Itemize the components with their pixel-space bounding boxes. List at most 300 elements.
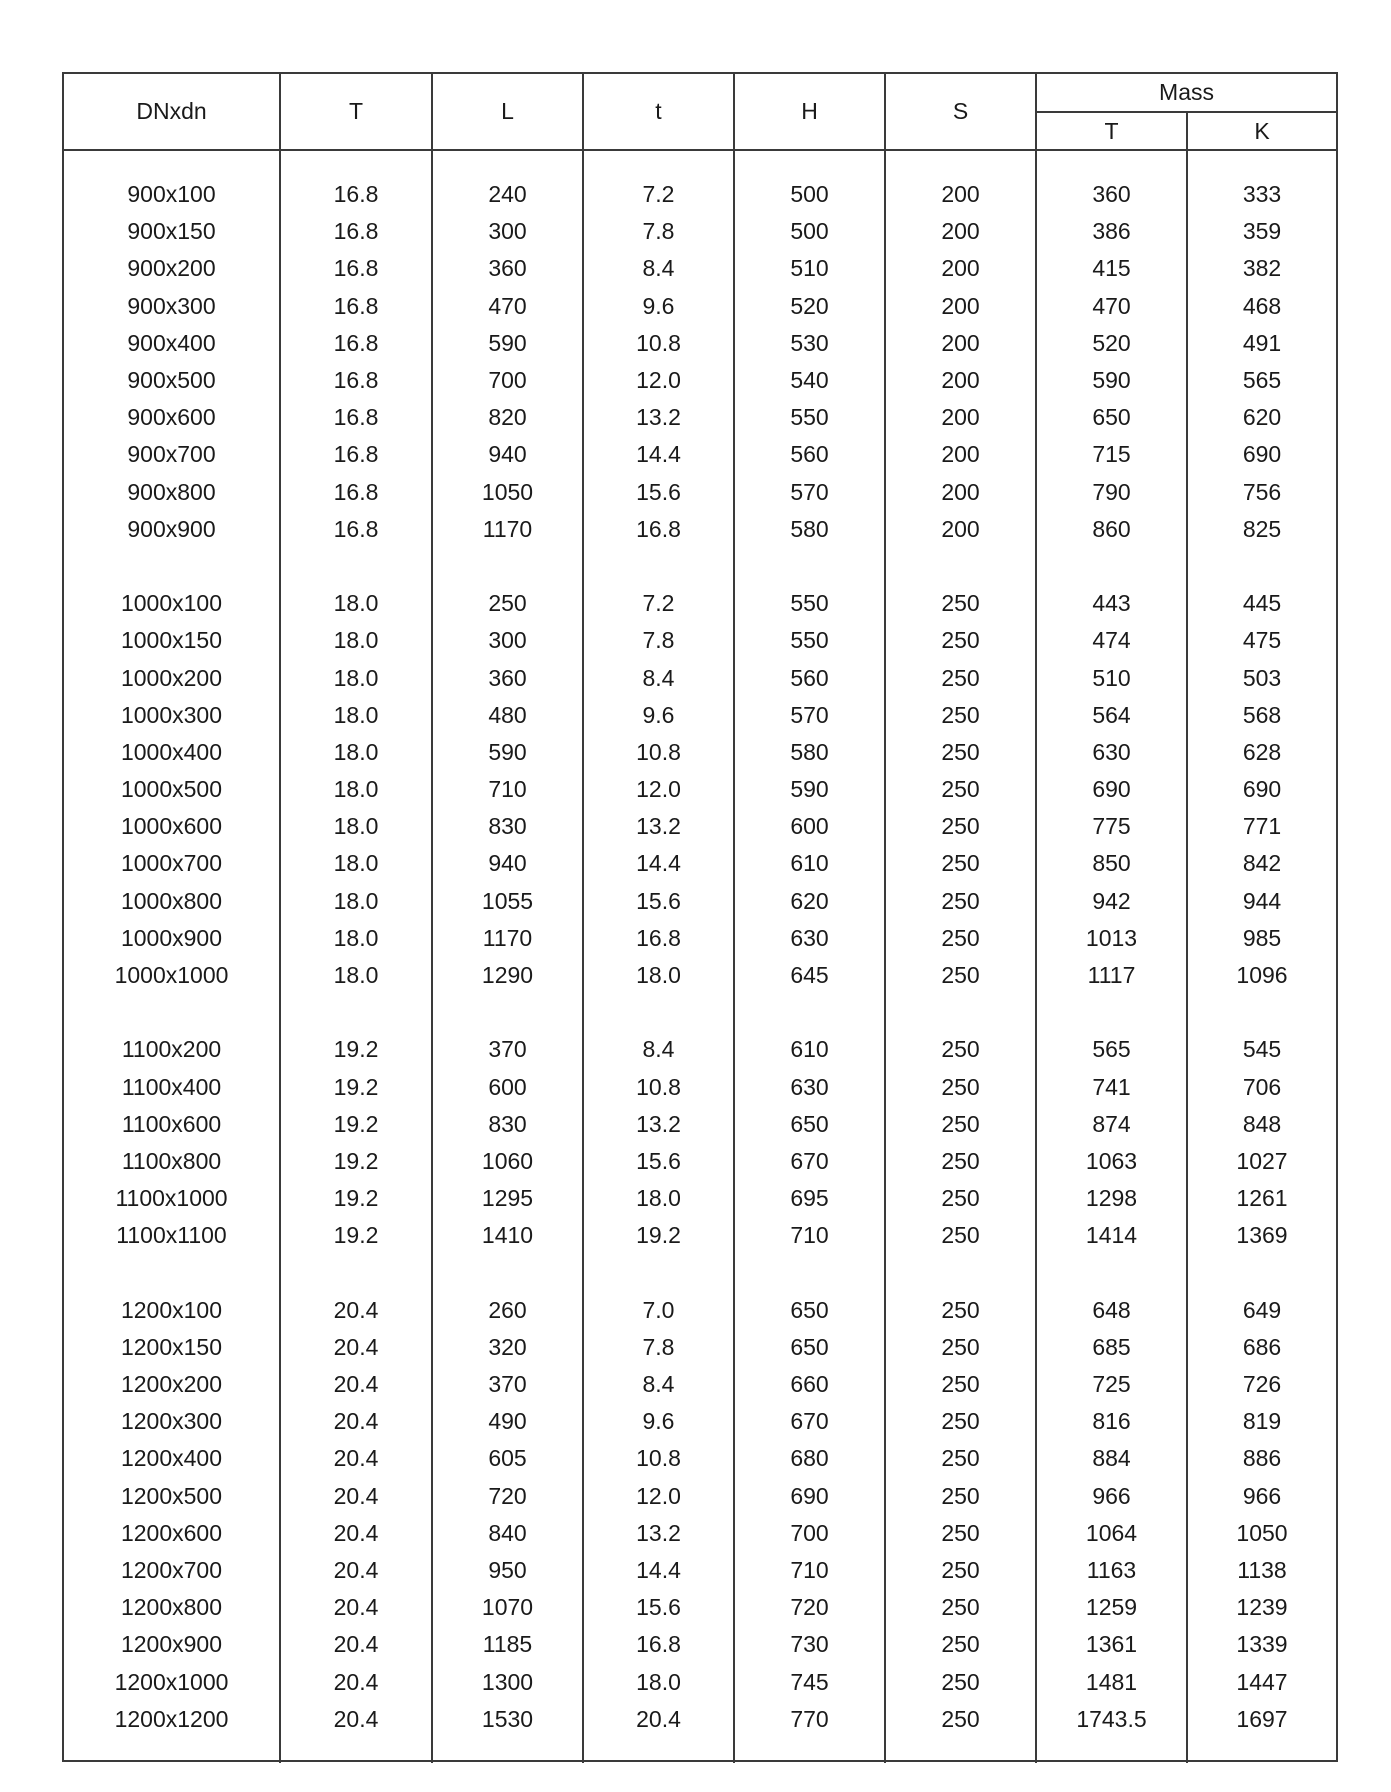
cell-t-small: 12.0: [583, 1478, 734, 1515]
cell-mass-k: 1261: [1187, 1180, 1336, 1217]
cell-h: 650: [734, 1106, 885, 1143]
cell-h: 550: [734, 399, 885, 436]
cell-t-small: 15.6: [583, 1143, 734, 1180]
cell-t-thickness: 18.0: [280, 771, 432, 808]
cell-mass-k: 359: [1187, 213, 1336, 250]
cell-s: 200: [885, 436, 1036, 473]
cell-t-small: 7.2: [583, 176, 734, 213]
cell-h: 540: [734, 362, 885, 399]
cell-t-small: 15.6: [583, 1589, 734, 1626]
group-spacer: [64, 994, 1336, 1031]
cell-l: 1300: [432, 1664, 583, 1701]
table-row: [64, 957, 1336, 994]
table-row: [64, 771, 1336, 808]
cell-mass-t: 565: [1036, 1031, 1187, 1068]
cell-mass-k: 690: [1187, 436, 1336, 473]
cell-mass-t: 1117: [1036, 957, 1187, 994]
cell-h: 670: [734, 1143, 885, 1180]
cell-h: 580: [734, 511, 885, 548]
cell-mass-t: 630: [1036, 734, 1187, 771]
cell-t-thickness: 16.8: [280, 250, 432, 287]
table-row: [64, 1664, 1336, 1701]
spacer-cell: [885, 1254, 1036, 1291]
cell-mass-t: 648: [1036, 1292, 1187, 1329]
cell-dnxdn: 1200x500: [120, 1482, 223, 1509]
table-row: [64, 585, 1336, 622]
spacer-cell: [432, 1254, 583, 1291]
cell-l: 1050: [432, 474, 583, 511]
cell-dnxdn: 1200x600: [120, 1519, 223, 1546]
cell-mass-k: 819: [1187, 1403, 1336, 1440]
cell-t-thickness: 18.0: [280, 659, 432, 696]
header-mass: Mass: [1036, 74, 1336, 112]
cell-s: 250: [885, 1589, 1036, 1626]
cell-t-thickness: 16.8: [280, 362, 432, 399]
cell-s: 250: [885, 697, 1036, 734]
table-row: [64, 1440, 1336, 1477]
cell-dnxdn: 1000x100: [120, 590, 223, 617]
spacer-cell: [1036, 994, 1187, 1031]
table-row: [64, 511, 1336, 548]
cell-t-small: 8.4: [583, 1031, 734, 1068]
cell-t-small: 14.4: [583, 436, 734, 473]
cell-h: 570: [734, 697, 885, 734]
cell-l: 480: [432, 697, 583, 734]
cell-mass-k: 1096: [1187, 957, 1336, 994]
table-row: [64, 622, 1336, 659]
cell-s: 250: [885, 1366, 1036, 1403]
spacer-cell: [583, 150, 734, 176]
spacer-cell: [1187, 150, 1336, 176]
spacer-cell: [734, 548, 885, 585]
cell-s: 250: [885, 1664, 1036, 1701]
group-spacer: [64, 548, 1336, 585]
table-row: [64, 883, 1336, 920]
cell-dnxdn: 1100x400: [121, 1073, 222, 1100]
cell-l: 940: [432, 845, 583, 882]
cell-t-small: 16.8: [583, 1626, 734, 1663]
header-h: H: [734, 74, 885, 150]
cell-t-thickness: 16.8: [280, 288, 432, 325]
spacer-cell: [583, 548, 734, 585]
cell-mass-k: 848: [1187, 1106, 1336, 1143]
cell-s: 200: [885, 250, 1036, 287]
cell-mass-t: 474: [1036, 622, 1187, 659]
cell-l: 940: [432, 436, 583, 473]
cell-h: 590: [734, 771, 885, 808]
cell-mass-t: 590: [1036, 362, 1187, 399]
cell-mass-t: 564: [1036, 697, 1187, 734]
cell-t-small: 12.0: [583, 771, 734, 808]
spacer-cell: [1187, 1738, 1336, 1763]
cell-dnxdn: 1100x1000: [115, 1185, 228, 1212]
table-row: [64, 1403, 1336, 1440]
cell-t-thickness: 19.2: [280, 1069, 432, 1106]
cell-s: 250: [885, 659, 1036, 696]
table-row: [64, 250, 1336, 287]
cell-mass-k: 333: [1187, 176, 1336, 213]
cell-s: 250: [885, 1440, 1036, 1477]
cell-mass-k: 475: [1187, 622, 1336, 659]
cell-dnxdn: 900x300: [127, 292, 216, 319]
cell-h: 620: [734, 883, 885, 920]
cell-h: 520: [734, 288, 885, 325]
cell-dnxdn: 1000x300: [120, 701, 223, 728]
cell-l: 1060: [432, 1143, 583, 1180]
cell-l: 720: [432, 1478, 583, 1515]
cell-h: 560: [734, 659, 885, 696]
table-row: [64, 1069, 1336, 1106]
cell-h: 600: [734, 808, 885, 845]
cell-s: 250: [885, 808, 1036, 845]
cell-s: 250: [885, 883, 1036, 920]
cell-t-small: 9.6: [583, 697, 734, 734]
cell-s: 250: [885, 734, 1036, 771]
cell-s: 250: [885, 622, 1036, 659]
table-row: [64, 325, 1336, 362]
cell-mass-t: 942: [1036, 883, 1187, 920]
cell-mass-t: 725: [1036, 1366, 1187, 1403]
cell-l: 840: [432, 1515, 583, 1552]
cell-dnxdn: 1000x700: [120, 850, 223, 877]
cell-s: 200: [885, 325, 1036, 362]
cell-t-thickness: 19.2: [280, 1143, 432, 1180]
cell-h: 560: [734, 436, 885, 473]
table-row: [64, 362, 1336, 399]
cell-t-thickness: 18.0: [280, 845, 432, 882]
table-row: [64, 1366, 1336, 1403]
cell-h: 660: [734, 1366, 885, 1403]
cell-s: 250: [885, 1478, 1036, 1515]
cell-l: 1410: [432, 1217, 583, 1254]
cell-h: 630: [734, 1069, 885, 1106]
spacer-cell: [280, 1254, 432, 1291]
table-row: [64, 436, 1336, 473]
cell-s: 250: [885, 1552, 1036, 1589]
cell-l: 950: [432, 1552, 583, 1589]
cell-mass-k: 1138: [1187, 1552, 1336, 1589]
cell-mass-k: 445: [1187, 585, 1336, 622]
cell-t-thickness: 20.4: [280, 1329, 432, 1366]
cell-s: 250: [885, 1180, 1036, 1217]
cell-t-small: 16.8: [583, 511, 734, 548]
cell-dnxdn: 900x150: [127, 218, 216, 245]
cell-dnxdn: 900x900: [127, 515, 216, 542]
cell-h: 695: [734, 1180, 885, 1217]
spacer-cell: [583, 1254, 734, 1291]
cell-t-small: 9.6: [583, 1403, 734, 1440]
cell-s: 200: [885, 288, 1036, 325]
cell-dnxdn: 900x400: [127, 329, 216, 356]
cell-dnxdn: 1100x1100: [116, 1222, 227, 1249]
spacer-cell: [64, 150, 280, 176]
cell-t-thickness: 18.0: [280, 808, 432, 845]
spacer-cell: [1187, 1254, 1336, 1291]
header-t-thickness: T: [280, 74, 432, 150]
table-row: [64, 659, 1336, 696]
spacer-cell: [64, 1254, 280, 1291]
cell-t-small: 8.4: [583, 250, 734, 287]
cell-s: 250: [885, 1106, 1036, 1143]
cell-t-thickness: 18.0: [280, 622, 432, 659]
cell-s: 250: [885, 1217, 1036, 1254]
cell-t-small: 7.8: [583, 622, 734, 659]
cell-mass-k: 966: [1187, 1478, 1336, 1515]
table-row: [64, 1589, 1336, 1626]
cell-l: 820: [432, 399, 583, 436]
cell-mass-k: 1050: [1187, 1515, 1336, 1552]
cell-s: 250: [885, 1292, 1036, 1329]
cell-t-thickness: 20.4: [280, 1664, 432, 1701]
cell-mass-k: 825: [1187, 511, 1336, 548]
cell-s: 250: [885, 1403, 1036, 1440]
spacer-cell: [885, 150, 1036, 176]
spacer-cell: [64, 1738, 280, 1763]
cell-dnxdn: 1000x1000: [114, 962, 229, 989]
spacer-cell: [734, 150, 885, 176]
spacer-cell: [734, 1738, 885, 1763]
cell-mass-t: 1414: [1036, 1217, 1187, 1254]
cell-l: 710: [432, 771, 583, 808]
cell-mass-k: 503: [1187, 659, 1336, 696]
cell-t-small: 13.2: [583, 1106, 734, 1143]
table-body: [64, 150, 1336, 1763]
cell-h: 670: [734, 1403, 885, 1440]
cell-t-small: 8.4: [583, 1366, 734, 1403]
cell-h: 570: [734, 474, 885, 511]
cell-s: 200: [885, 399, 1036, 436]
cell-t-small: 9.6: [583, 288, 734, 325]
spacer-cell: [885, 1738, 1036, 1763]
cell-l: 590: [432, 325, 583, 362]
cell-s: 250: [885, 1515, 1036, 1552]
table-row: [64, 399, 1336, 436]
cell-l: 590: [432, 734, 583, 771]
cell-mass-k: 985: [1187, 920, 1336, 957]
spacer-cell: [280, 1738, 432, 1763]
cell-l: 370: [432, 1031, 583, 1068]
cell-t-thickness: 19.2: [280, 1180, 432, 1217]
spacer-cell: [1036, 548, 1187, 585]
cell-l: 360: [432, 250, 583, 287]
cell-t-thickness: 18.0: [280, 585, 432, 622]
cell-t-thickness: 20.4: [280, 1515, 432, 1552]
cell-mass-t: 650: [1036, 399, 1187, 436]
cell-t-thickness: 19.2: [280, 1031, 432, 1068]
spacer-cell: [885, 548, 1036, 585]
spacer-cell: [885, 994, 1036, 1031]
cell-t-small: 8.4: [583, 659, 734, 696]
cell-mass-t: 850: [1036, 845, 1187, 882]
cell-s: 250: [885, 1069, 1036, 1106]
cell-h: 550: [734, 585, 885, 622]
spacer-cell: [432, 994, 583, 1031]
cell-dnxdn: 1200x1000: [114, 1668, 229, 1695]
cell-t-thickness: 16.8: [280, 213, 432, 250]
table-row: [64, 1552, 1336, 1589]
cell-h: 690: [734, 1478, 885, 1515]
cell-l: 490: [432, 1403, 583, 1440]
cell-mass-t: 1064: [1036, 1515, 1187, 1552]
cell-mass-k: 620: [1187, 399, 1336, 436]
cell-t-small: 7.8: [583, 213, 734, 250]
cell-dnxdn: 900x600: [127, 404, 216, 431]
spacer-cell: [280, 150, 432, 176]
cell-h: 500: [734, 176, 885, 213]
cell-mass-t: 1298: [1036, 1180, 1187, 1217]
table-row: [64, 1478, 1336, 1515]
cell-mass-t: 520: [1036, 325, 1187, 362]
spacer-cell: [64, 548, 280, 585]
cell-s: 200: [885, 474, 1036, 511]
cell-mass-t: 816: [1036, 1403, 1187, 1440]
cell-s: 250: [885, 1626, 1036, 1663]
cell-mass-t: 790: [1036, 474, 1187, 511]
cell-mass-k: 706: [1187, 1069, 1336, 1106]
cell-l: 1295: [432, 1180, 583, 1217]
cell-mass-k: 1027: [1187, 1143, 1336, 1180]
cell-t-thickness: 18.0: [280, 697, 432, 734]
cell-t-thickness: 16.8: [280, 436, 432, 473]
cell-t-small: 13.2: [583, 808, 734, 845]
table-row: [64, 1031, 1336, 1068]
cell-mass-k: 468: [1187, 288, 1336, 325]
cell-mass-k: 771: [1187, 808, 1336, 845]
table-row: [64, 1701, 1336, 1738]
cell-mass-k: 1697: [1187, 1701, 1336, 1738]
table-row: [64, 734, 1336, 771]
group-spacer: [64, 150, 1336, 176]
cell-l: 830: [432, 808, 583, 845]
cell-h: 610: [734, 845, 885, 882]
cell-dnxdn: 1200x400: [120, 1445, 223, 1472]
cell-t-small: 13.2: [583, 1515, 734, 1552]
cell-t-small: 15.6: [583, 474, 734, 511]
cell-t-thickness: 20.4: [280, 1403, 432, 1440]
table-row: [64, 920, 1336, 957]
cell-s: 250: [885, 585, 1036, 622]
cell-t-small: 10.8: [583, 1069, 734, 1106]
cell-mass-k: 944: [1187, 883, 1336, 920]
cell-t-thickness: 18.0: [280, 920, 432, 957]
cell-s: 250: [885, 1701, 1036, 1738]
cell-l: 300: [432, 622, 583, 659]
cell-mass-t: 966: [1036, 1478, 1187, 1515]
cell-t-small: 10.8: [583, 325, 734, 362]
cell-t-small: 10.8: [583, 734, 734, 771]
cell-h: 700: [734, 1515, 885, 1552]
spacer-cell: [280, 994, 432, 1031]
cell-dnxdn: 1000x600: [120, 813, 223, 840]
cell-t-thickness: 18.0: [280, 883, 432, 920]
cell-t-small: 18.0: [583, 1180, 734, 1217]
cell-mass-t: 510: [1036, 659, 1187, 696]
cell-l: 600: [432, 1069, 583, 1106]
cell-dnxdn: 1200x1200: [114, 1705, 229, 1732]
table-row: [64, 1217, 1336, 1254]
spacer-cell: [432, 548, 583, 585]
cell-h: 710: [734, 1552, 885, 1589]
cell-mass-t: 1163: [1036, 1552, 1187, 1589]
cell-mass-t: 386: [1036, 213, 1187, 250]
spacer-cell: [1036, 1738, 1187, 1763]
cell-t-small: 7.0: [583, 1292, 734, 1329]
cell-l: 1185: [432, 1626, 583, 1663]
cell-s: 250: [885, 1329, 1036, 1366]
cell-mass-k: 1369: [1187, 1217, 1336, 1254]
cell-t-thickness: 19.2: [280, 1106, 432, 1143]
cell-mass-t: 1743.5: [1036, 1701, 1187, 1738]
cell-s: 200: [885, 176, 1036, 213]
cell-dnxdn: 900x700: [127, 441, 216, 468]
cell-h: 745: [734, 1664, 885, 1701]
spacer-cell: [432, 150, 583, 176]
cell-l: 360: [432, 659, 583, 696]
cell-mass-t: 741: [1036, 1069, 1187, 1106]
cell-t-thickness: 20.4: [280, 1440, 432, 1477]
cell-mass-t: 1481: [1036, 1664, 1187, 1701]
cell-l: 1290: [432, 957, 583, 994]
cell-mass-t: 415: [1036, 250, 1187, 287]
cell-l: 470: [432, 288, 583, 325]
table-row: [64, 1143, 1336, 1180]
cell-t-thickness: 16.8: [280, 325, 432, 362]
cell-s: 200: [885, 213, 1036, 250]
cell-l: 370: [432, 1366, 583, 1403]
cell-dnxdn: 1000x400: [120, 738, 223, 765]
cell-l: 250: [432, 585, 583, 622]
cell-t-thickness: 20.4: [280, 1478, 432, 1515]
cell-t-small: 7.2: [583, 585, 734, 622]
cell-t-small: 14.4: [583, 845, 734, 882]
spacer-cell: [1036, 150, 1187, 176]
cell-s: 250: [885, 1031, 1036, 1068]
cell-h: 680: [734, 1440, 885, 1477]
cell-dnxdn: 1100x200: [121, 1036, 222, 1063]
cell-l: 830: [432, 1106, 583, 1143]
spacer-cell: [280, 548, 432, 585]
cell-t-small: 18.0: [583, 1664, 734, 1701]
spacer-cell: [583, 994, 734, 1031]
cell-h: 630: [734, 920, 885, 957]
table-row: [64, 1106, 1336, 1143]
cell-t-thickness: 16.8: [280, 511, 432, 548]
cell-dnxdn: 1000x500: [120, 776, 223, 803]
cell-l: 1055: [432, 883, 583, 920]
spacer-cell: [734, 1254, 885, 1291]
cell-t-thickness: 20.4: [280, 1366, 432, 1403]
cell-dnxdn: 1200x100: [120, 1296, 223, 1323]
cell-dnxdn: 900x200: [127, 255, 216, 282]
cell-t-thickness: 18.0: [280, 957, 432, 994]
cell-h: 650: [734, 1292, 885, 1329]
cell-h: 550: [734, 622, 885, 659]
cell-dnxdn: 900x800: [127, 478, 216, 505]
cell-t-small: 10.8: [583, 1440, 734, 1477]
cell-mass-k: 545: [1187, 1031, 1336, 1068]
cell-mass-t: 884: [1036, 1440, 1187, 1477]
group-spacer: [64, 1254, 1336, 1291]
cell-t-small: 7.8: [583, 1329, 734, 1366]
table-row: [64, 1180, 1336, 1217]
cell-mass-t: 874: [1036, 1106, 1187, 1143]
cell-mass-k: 382: [1187, 250, 1336, 287]
cell-l: 320: [432, 1329, 583, 1366]
cell-mass-k: 726: [1187, 1366, 1336, 1403]
cell-mass-k: 628: [1187, 734, 1336, 771]
cell-l: 1070: [432, 1589, 583, 1626]
cell-h: 500: [734, 213, 885, 250]
